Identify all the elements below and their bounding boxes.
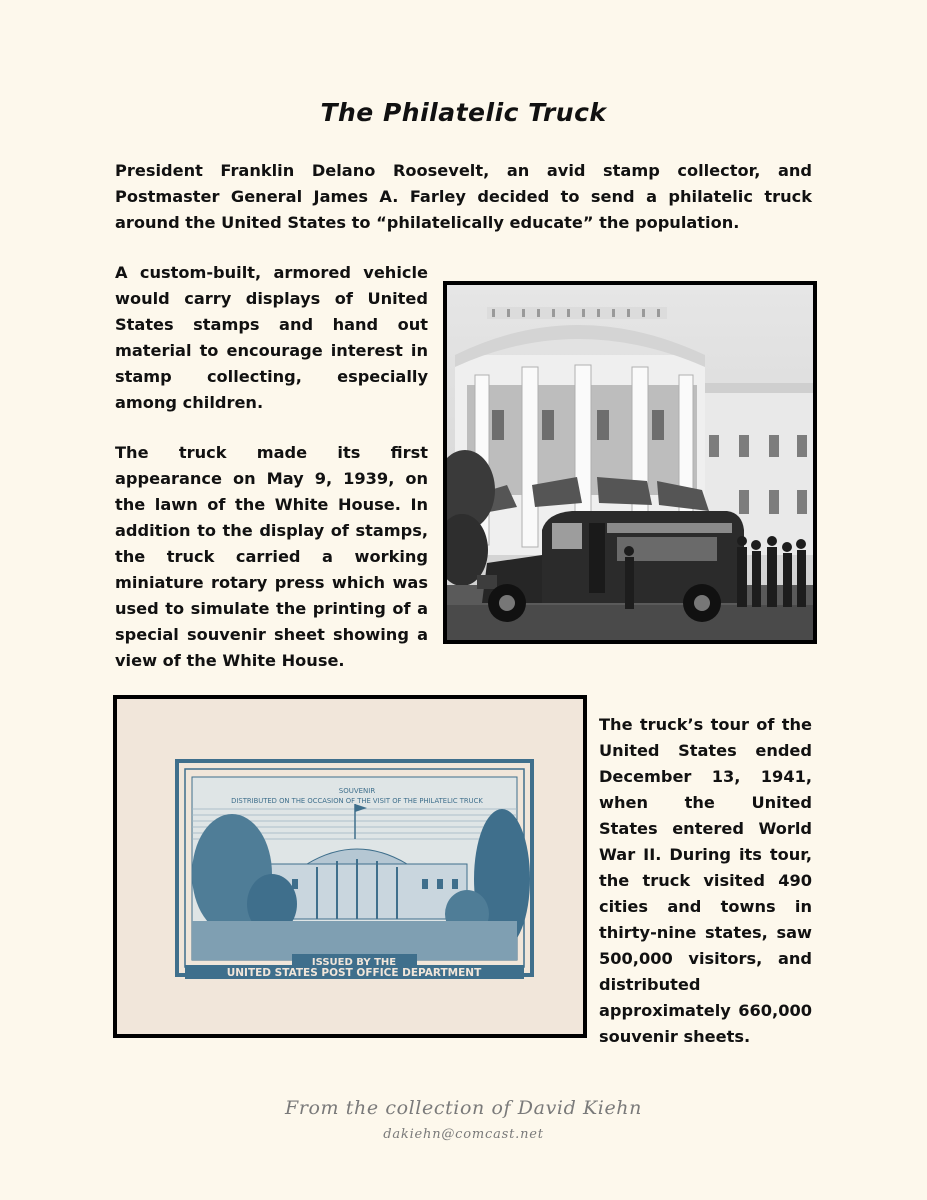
vehicle-paragraph: A custom-built, armored vehicle would carry displays of United States stamps and hand out material to encourage interest in stamp collecting, especially among children.: [115, 263, 428, 412]
souvenir-sheet-illustration: [117, 699, 583, 1034]
tour-paragraph: The truck’s tour of the United States ended December 13, 1941, when the United States entered World War II. During its tour, the truck visited 490 cities and towns in thirty-nine states, saw 500,000 visitors, and distributed approximately 660,000 souvenir sheets.: [599, 715, 812, 1046]
first-appearance-paragraph: The truck made its first appearance on May 9, 1939, on the lawn of the White House. In addition to the display of stamps, the truck carried a working miniature rotary press which was used to simulate the printing of a special souvenir sheet showing a view of the White House.: [115, 443, 428, 670]
collection-credit: From the collection of David Kiehn: [285, 1097, 642, 1119]
souvenir-heading: SOUVENIR: [338, 787, 376, 795]
white-house-truck-photo: [443, 281, 817, 644]
photo-illustration: [447, 285, 813, 640]
page-title: The Philatelic Truck: [320, 98, 607, 127]
souvenir-subheading: DISTRIBUTED ON THE OCCASION OF THE VISIT OF THE PHILATELIC TRUCK: [231, 797, 483, 805]
contact-email: dakiehn@comcast.net: [383, 1127, 544, 1142]
intro-paragraph: President Franklin Delano Roosevelt, an avid stamp collector, and Postmaster General James A. Farley decided to send a philatelic truck around the United States to “philatelically educate” the population.: [115, 161, 812, 232]
souvenir-banner-bottom: UNITED STATES POST OFFICE DEPARTMENT: [226, 967, 482, 979]
souvenir-sheet-image: [113, 695, 587, 1038]
souvenir-banner-top: ISSUED BY THE: [311, 957, 397, 968]
